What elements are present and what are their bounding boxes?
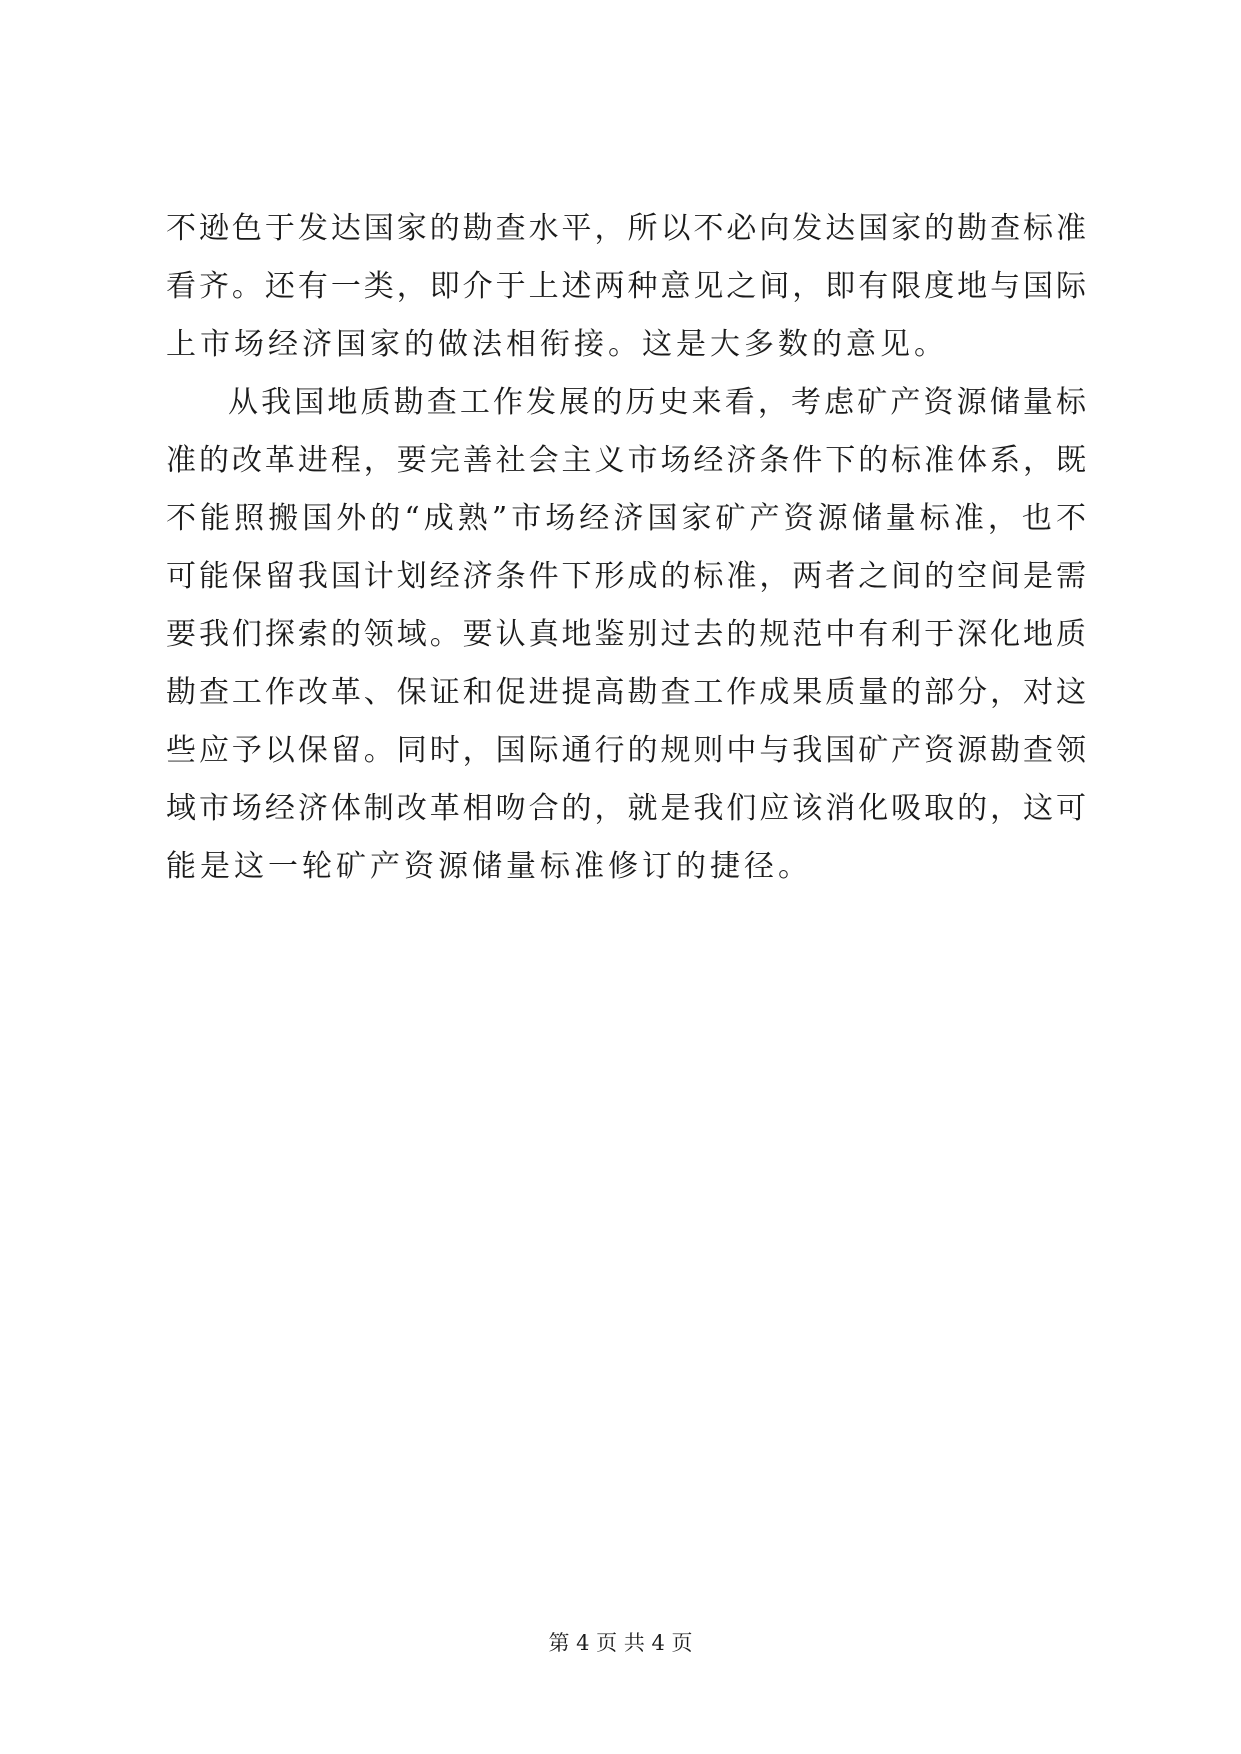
- paragraph-line: 看齐。还有一类，即介于上述两种意见之间，即有限度地与国际: [166, 269, 1086, 304]
- document-body: [166, 200, 1086, 896]
- paragraph-line: 域市场经济体制改革相吻合的，就是我们应该消化吸取的，这可: [166, 791, 1086, 826]
- paragraph-line: 可能保留我国计划经济条件下形成的标准，两者之间的空间是需: [166, 559, 1086, 594]
- paragraph-2: [166, 374, 1086, 896]
- paragraph-line: 从我国地质勘查工作发展的历史来看，考虑矿产资源储量标: [228, 385, 1086, 420]
- paragraph-line: 能是这一轮矿产资源储量标准修订的捷径。: [166, 849, 812, 884]
- paragraph-line: 上市场经济国家的做法相衔接。这是大多数的意见。: [166, 327, 948, 362]
- paragraph-line: 勘查工作改革、保证和促进提高勘查工作成果质量的部分，对这: [166, 675, 1086, 710]
- paragraph-line: 准的改革进程，要完善社会主义市场经济条件下的标准体系，既: [166, 443, 1086, 478]
- paragraph-line: 不逊色于发达国家的勘查水平，所以不必向发达国家的勘查标准: [166, 211, 1086, 246]
- page-footer: [0, 1628, 1241, 1658]
- paragraph-line: 不能照搬国外的“成熟”市场经济国家矿产资源储量标准，也不: [166, 501, 1086, 536]
- paragraph-1: [166, 200, 1086, 374]
- paragraph-line: 要我们探索的领域。要认真地鉴别过去的规范中有利于深化地质: [166, 617, 1086, 652]
- page-number: 第 4 页 共 4 页: [548, 1631, 693, 1655]
- paragraph-line: 些应予以保留。同时，国际通行的规则中与我国矿产资源勘查领: [166, 733, 1086, 768]
